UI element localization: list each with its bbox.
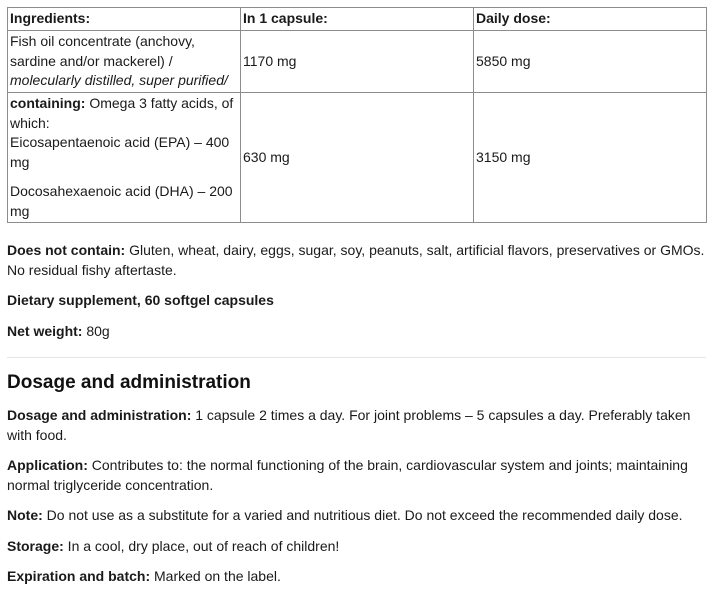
header-ingredients: Ingredients: [8,8,241,31]
dosage-text: 1 capsule 2 times a day. For joint problems – 5 capsules a day. Preferably taken with food. [7,407,691,443]
containing-label: containing: [10,95,86,111]
application-paragraph [7,456,706,495]
note-text: Do not use as a substitute for a varied and nutritious diet. Do not exceed the recommended daily dose. [42,507,683,523]
supplement-text: Dietary supplement, 60 softgel capsules [7,292,274,308]
expiration-paragraph [7,567,706,587]
note-paragraph [7,506,706,526]
containing-text: Omega 3 fatty acids, of which: [10,95,234,131]
net-weight-value: 80g [82,322,110,339]
application-label: Application: [7,457,88,473]
does-not-contain [7,241,706,280]
fish-oil-line-1: Fish oil concentrate (anchovy, [10,33,195,49]
net-weight [7,322,706,342]
table-header-row [8,8,707,31]
table-row [8,93,707,223]
ingredient-fish-oil [8,31,241,93]
storage-text: In a cool, dry place, out of reach of children! [63,537,340,554]
epa-text: Eicosapentaenoic acid (EPA) – 400 mg [10,134,230,170]
net-weight-label: Net weight: [7,322,83,339]
supplement-info [7,291,706,311]
omega-daily-amount: 3150 mg [474,93,707,223]
ingredients-table [7,7,707,223]
expiration-label: Expiration and batch: [7,568,151,584]
fish-oil-daily-amount: 5850 mg [474,31,707,93]
header-daily-dose: Daily dose: [474,8,707,31]
table-row [8,31,707,93]
storage-label: Storage: [7,537,64,554]
does-not-contain-label: Does not contain: [7,242,126,258]
application-text: Contributes to: the normal functioning of the brain, cardiovascular system and joints; maintaining normal triglyceride concentration. [7,457,688,493]
header-in-1-capsule: In 1 capsule: [241,8,474,31]
expiration-text: Marked on the label. [150,568,281,584]
omega-capsule-amount: 630 mg [241,93,474,223]
fish-oil-capsule-amount: 1170 mg [241,31,474,93]
does-not-contain-text: Gluten, wheat, dairy, eggs, sugar, soy, peanuts, salt, artificial flavors, preservatives or GMOs. No residual fishy aftertaste. [7,242,705,278]
dosage-label: Dosage and administration: [7,407,192,423]
fish-oil-line-2: sardine and/or mackerel) / [10,52,173,69]
storage-paragraph [7,537,706,557]
fish-oil-line-3: molecularly distilled, super purified/ [10,72,228,88]
ingredient-omega-3 [8,93,241,223]
dosage-heading: Dosage and administration [7,372,251,393]
dosage-paragraph [7,406,706,445]
section-divider [7,357,706,358]
note-label: Note: [7,507,43,523]
dha-text: Docosahexaenoic acid (DHA) – 200 mg [10,183,233,219]
